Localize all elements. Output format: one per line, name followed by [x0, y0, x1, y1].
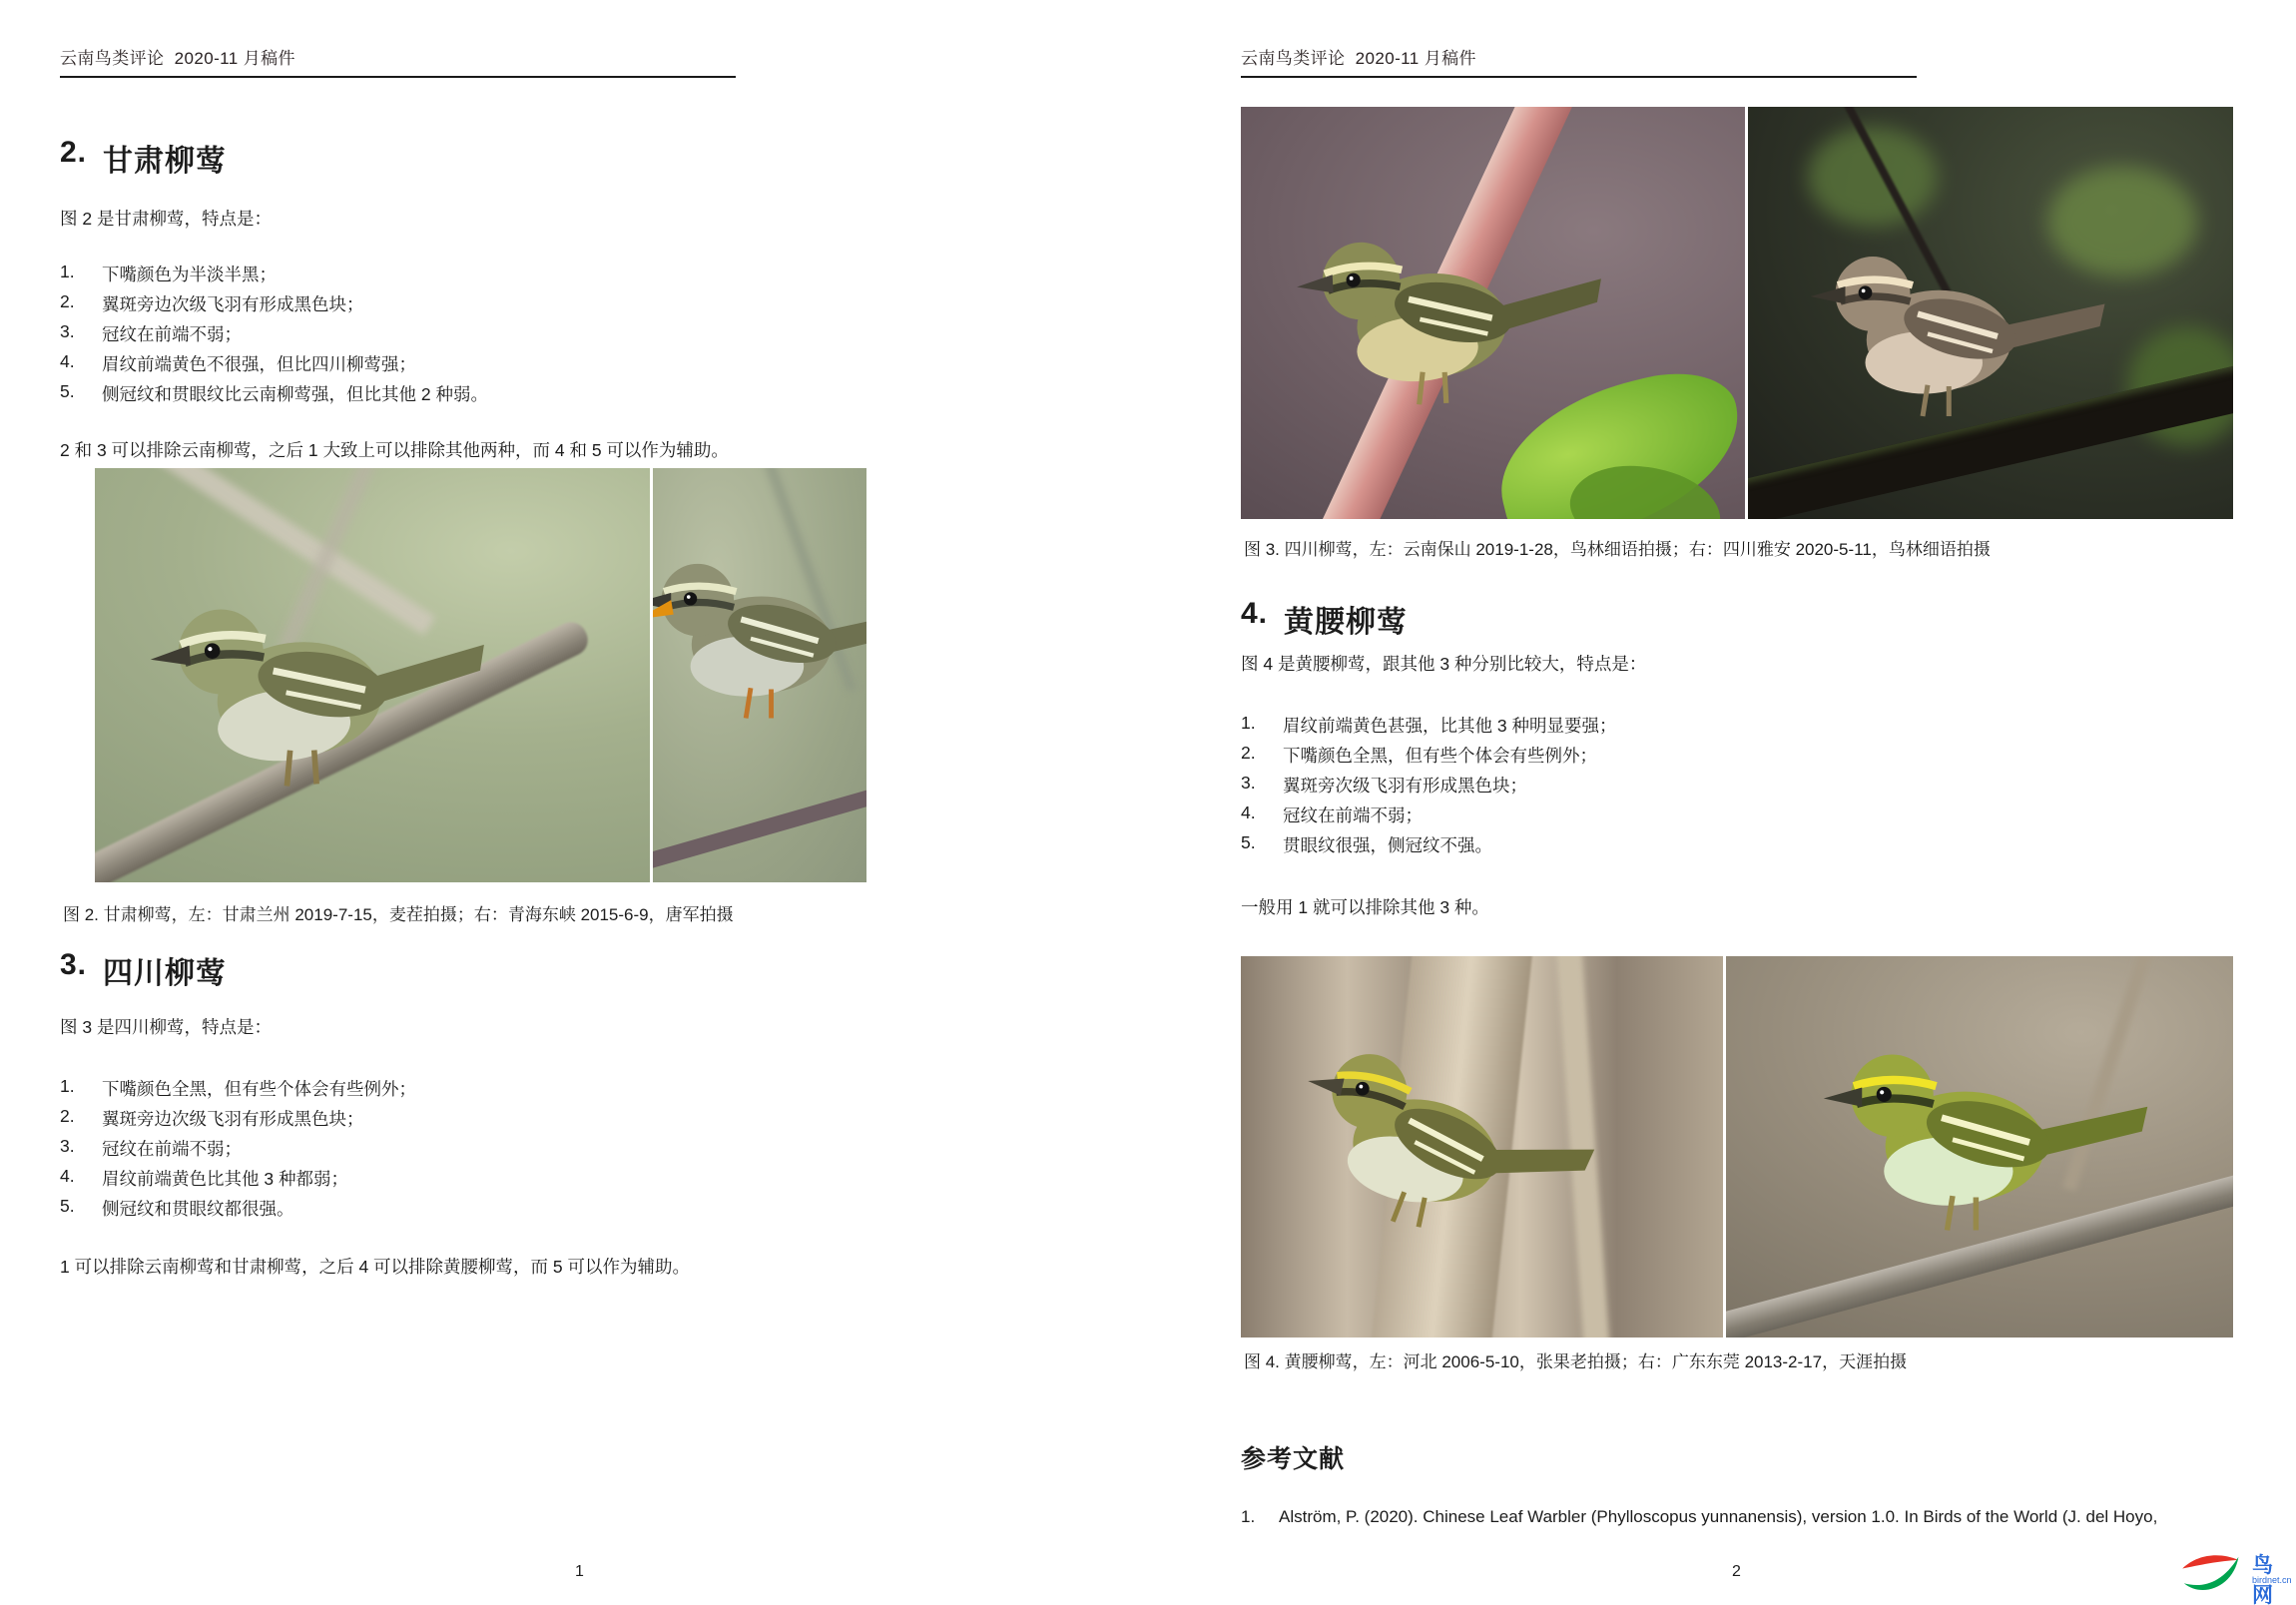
- item-text: 冠纹在前端不弱；: [102, 324, 242, 344]
- item-text: 眉纹前端黄色不很强，但比四川柳莺强；: [102, 354, 416, 374]
- photo-pallas-right: [1726, 956, 2233, 1338]
- photo-pallas-left: [1241, 956, 1723, 1338]
- photo-gansu-right: [653, 468, 866, 882]
- logo-domain: birdnet.cn: [2252, 1575, 2292, 1585]
- header-rule: [60, 76, 736, 78]
- page-number: 1: [575, 1563, 584, 1580]
- section-number: 3.: [60, 948, 88, 981]
- item-text: 冠纹在前端不弱；: [1283, 805, 1423, 825]
- list-item: [1241, 802, 1616, 832]
- item-text: 贯眼纹很强，侧冠纹不强。: [1283, 835, 1492, 855]
- warbler-illustration: [142, 551, 497, 814]
- section-3-title: [60, 948, 227, 992]
- birdnet-logo: [2176, 1539, 2294, 1605]
- section-name: 甘肃柳莺: [103, 145, 228, 178]
- list-item: [60, 381, 488, 411]
- page-1: [60, 0, 873, 1605]
- list-item: [60, 291, 488, 321]
- page-header: 云南鸟类评论 2020-11 月稿件: [60, 49, 295, 68]
- item-number: 3.: [60, 321, 75, 341]
- item-number: 2.: [1241, 743, 1256, 763]
- section-4-intro: 图 4 是黄腰柳莺，跟其他 3 种分别比较大，特点是：: [1241, 654, 1647, 674]
- figure-4: [1241, 956, 2233, 1338]
- section-3-intro: 图 3 是四川柳莺，特点是：: [60, 1017, 272, 1037]
- list-item: [1241, 832, 1616, 862]
- figure-3-caption: 图 3. 四川柳莺，左：云南保山 2019-1-28，鸟林细语拍摄；右：四川雅安 2020-5-11，鸟林细语拍摄: [1244, 540, 1991, 559]
- photo-sichuan-right: [1748, 107, 2233, 519]
- item-number: 4.: [1241, 802, 1256, 822]
- section-4-title: [1241, 597, 1408, 641]
- item-number: 5.: [1241, 832, 1256, 852]
- section-name: 黄腰柳莺: [1284, 606, 1409, 639]
- item-text: 翼斑旁边次级飞羽有形成黑色块；: [102, 1109, 364, 1129]
- section-4-summary: 一般用 1 就可以排除其他 3 种。: [1241, 897, 1489, 917]
- item-text: 下嘴颜色全黑，但有些个体会有些例外；: [1283, 746, 1597, 766]
- item-number: 4.: [60, 351, 75, 371]
- item-text: 下嘴颜色为半淡半黑；: [102, 265, 277, 284]
- figure-4-caption: 图 4. 黄腰柳莺，左：河北 2006-5-10，张果老拍摄；右：广东东莞 2013-2-17，天涯拍摄: [1244, 1352, 1908, 1371]
- section-3-list: [60, 1076, 416, 1226]
- item-text: 下嘴颜色全黑，但有些个体会有些例外；: [102, 1079, 416, 1099]
- logo-name: 鸟网: [2252, 1554, 2274, 1605]
- item-number: 5.: [60, 1196, 75, 1216]
- section-2-summary: 2 和 3 可以排除云南柳莺，之后 1 大致上可以排除其他两种，而 4 和 5 可以作为辅助。: [60, 440, 729, 460]
- item-number: 3.: [60, 1136, 75, 1156]
- list-item: [60, 351, 488, 381]
- item-text: 翼斑旁次级飞羽有形成黑色块；: [1283, 776, 1527, 796]
- section-number: 2.: [60, 136, 88, 169]
- list-item: [60, 1106, 416, 1136]
- figure-3: [1241, 107, 2233, 519]
- list-item: [1241, 713, 1616, 743]
- item-text: 眉纹前端黄色比其他 3 种都弱；: [102, 1169, 348, 1189]
- list-item: [60, 1136, 416, 1166]
- page-2: [1241, 0, 2249, 1605]
- figure-2: [95, 468, 866, 882]
- photo-gansu-left: [95, 468, 650, 882]
- reference-item: [1241, 1507, 2249, 1527]
- references-title: 参考文献: [1241, 1445, 1346, 1473]
- item-number: 2.: [60, 1106, 75, 1126]
- item-number: 1.: [60, 1076, 75, 1096]
- item-text: 冠纹在前端不弱；: [102, 1139, 242, 1159]
- warbler-illustration: [1808, 222, 2107, 434]
- page-header: 云南鸟类评论 2020-11 月稿件: [1241, 49, 1476, 68]
- section-number: 4.: [1241, 597, 1269, 630]
- item-number: 5.: [60, 381, 75, 401]
- item-number: 1.: [1241, 1507, 1256, 1526]
- list-item: [1241, 743, 1616, 773]
- list-item: [60, 321, 488, 351]
- photo-sichuan-left: [1241, 107, 1745, 519]
- item-number: 2.: [60, 291, 75, 311]
- item-number: 1.: [1241, 713, 1256, 733]
- header-rule: [1241, 76, 1917, 78]
- item-text: 侧冠纹和贯眼纹都很强。: [102, 1199, 294, 1219]
- list-item: [60, 1076, 416, 1106]
- section-2-intro: 图 2 是甘肃柳莺，特点是：: [60, 209, 272, 229]
- section-3-summary: 1 可以排除云南柳莺和甘肃柳莺，之后 4 可以排除黄腰柳莺，而 5 可以作为辅助。: [60, 1257, 691, 1277]
- list-item: [60, 1196, 416, 1226]
- section-4-list: [1241, 713, 1616, 862]
- warbler-illustration: [1290, 194, 1610, 429]
- section-2-list: [60, 262, 488, 411]
- list-item: [1241, 773, 1616, 802]
- section-name: 四川柳莺: [103, 957, 228, 990]
- list-item: [60, 1166, 416, 1196]
- item-text: 翼斑旁边次级飞羽有形成黑色块；: [102, 294, 364, 314]
- section-2-title: [60, 136, 227, 180]
- item-text: 侧冠纹和贯眼纹比云南柳莺强，但比其他 2 种弱。: [102, 384, 488, 404]
- warbler-illustration: [653, 530, 866, 735]
- list-item: [60, 262, 488, 291]
- bokeh-leaf-shape: [1808, 127, 1938, 227]
- page-number: 2: [1732, 1563, 1741, 1580]
- figure-2-caption: 图 2. 甘肃柳莺，左：甘肃兰州 2019-7-15，麦茬拍摄；右：青海东峡 2015-6-9，唐军拍摄: [63, 905, 734, 924]
- birdnet-swoosh-icon: [2176, 1539, 2254, 1601]
- item-text: 眉纹前端黄色甚强，比其他 3 种明显要强；: [1283, 716, 1617, 736]
- reference-text: Alström, P. (2020). Chinese Leaf Warbler (Phylloscopus yunnanensis), version 1.0. In Birds of the World (J. del Hoyo,: [1279, 1507, 2158, 1526]
- branch-shape: [653, 771, 866, 874]
- item-number: 3.: [1241, 773, 1256, 793]
- warbler-illustration: [1821, 1016, 2150, 1250]
- item-number: 1.: [60, 262, 75, 281]
- item-number: 4.: [60, 1166, 75, 1186]
